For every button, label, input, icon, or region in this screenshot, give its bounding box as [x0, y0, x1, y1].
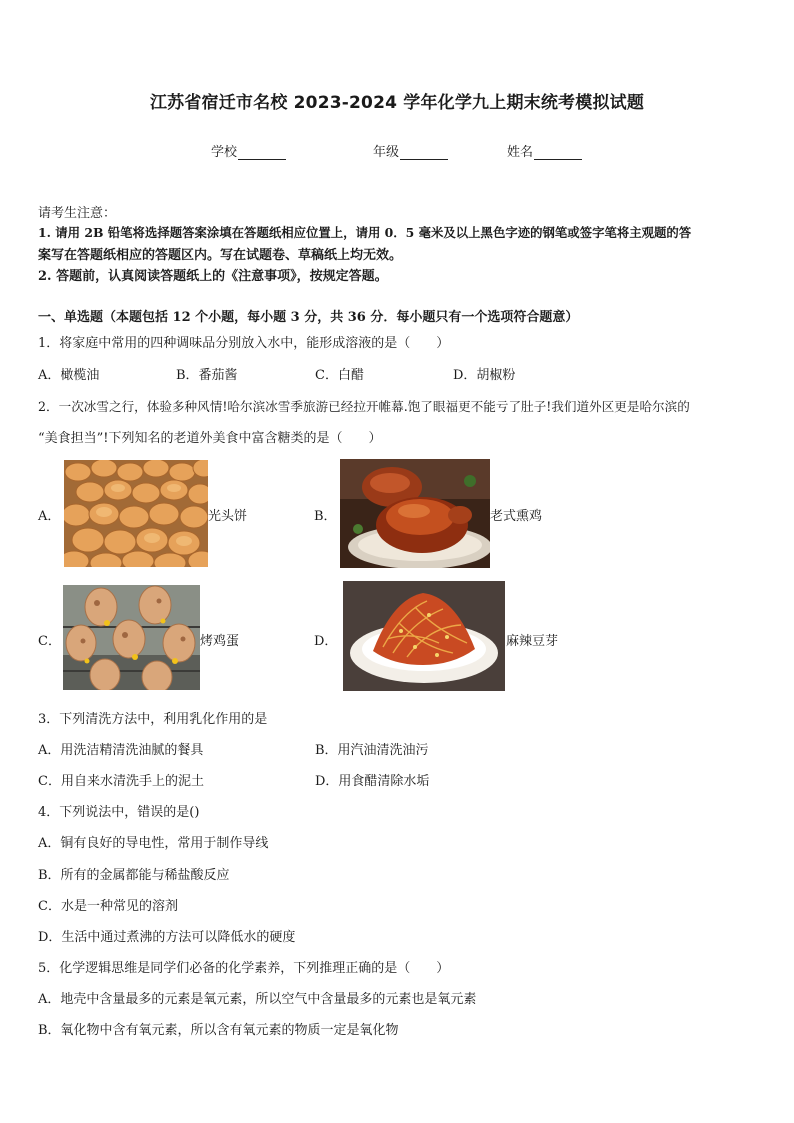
q2-option-d-letter[interactable]: D． [314, 634, 338, 649]
q5-option-b[interactable]: B．氧化物中含有氧元素，所以含有氧元素的物质一定是氧化物 [38, 1023, 399, 1038]
q1-option-b[interactable]: B．番茄酱 [176, 368, 238, 383]
page-title: 江苏省宿迁市名校 2023-2024 学年化学九上期末统考模拟试题 [149, 93, 645, 113]
notice-line-2: 2. 答题前，认真阅读答题纸上的《注意事项》，按规定答题。 [38, 269, 388, 284]
roasted-eggs-image [63, 585, 200, 690]
school-label: 学校 [211, 145, 238, 160]
school-field[interactable] [211, 141, 286, 160]
q3-option-d[interactable]: D．用食醋清除水垢 [315, 774, 430, 789]
q3-option-a[interactable]: A．用洗洁精清洗油腻的餐具 [38, 743, 204, 758]
name-label: 姓名 [507, 145, 534, 160]
q2-option-a-text[interactable]: 光头饼 [208, 509, 248, 524]
q3-option-c[interactable]: C．用自来水清洗手上的泥土 [38, 774, 204, 789]
q4-option-c[interactable]: C．水是一种常见的溶剂 [38, 899, 178, 914]
q4-stem: 4．下列说法中，错误的是() [38, 805, 200, 820]
q1-option-d[interactable]: D．胡椒粉 [453, 368, 516, 383]
q4-option-a[interactable]: A．铜有良好的导电性，常用于制作导线 [38, 836, 269, 851]
grade-field[interactable] [373, 141, 448, 160]
grade-blank[interactable] [400, 146, 448, 160]
q1-stem: 1．将家庭中常用的四种调味品分别放入水中，能形成溶液的是（ ） [38, 336, 450, 351]
school-blank[interactable] [238, 146, 286, 160]
notice-heading: 请考生注意： [38, 206, 117, 221]
q3-option-b[interactable]: B．用汽油清洗油污 [315, 743, 429, 758]
q1-option-c[interactable]: C．白醋 [315, 368, 364, 383]
q5-option-a[interactable]: A．地壳中含量最多的元素是氧元素，所以空气中含量最多的元素也是氧元素 [38, 992, 477, 1007]
cookies-image [64, 460, 208, 567]
q4-option-b[interactable]: B．所有的金属都能与稀盐酸反应 [38, 868, 230, 883]
q5-stem: 5．化学逻辑思维是同学们必备的化学素养，下列推理正确的是（ ） [38, 961, 450, 976]
name-blank[interactable] [534, 146, 582, 160]
q2-option-d-text[interactable]: 麻辣豆芽 [506, 634, 559, 649]
name-field[interactable] [507, 141, 582, 160]
q2-option-b-text[interactable]: 老式熏鸡 [490, 509, 543, 524]
grade-label: 年级 [373, 145, 400, 160]
section-heading: 一、单选题（本题包括 12 个小题，每小题 3 分，共 36 分．每小题只有一个选项符合题意） [38, 310, 579, 325]
q3-stem: 3．下列清洗方法中，利用乳化作用的是 [38, 712, 268, 727]
q4-option-d[interactable]: D．生活中通过煮沸的方法可以降低水的硬度 [38, 930, 296, 945]
smoked-chicken-image [340, 459, 490, 568]
spicy-bean-sprouts-image [343, 581, 505, 691]
q1-option-a[interactable]: A．橄榄油 [38, 368, 100, 383]
q2-option-c-text[interactable]: 烤鸡蛋 [200, 634, 240, 649]
notice-line-1a: 1. 请用 2B 铅笔将选择题答案涂填在答题纸相应位置上，请用 0．5 毫米及以上黑色字迹的钢笔或签字笔将主观题的答 [38, 225, 692, 240]
q2-stem-line-2: “美食担当”!下列知名的老道外美食中富含糖类的是（ ） [38, 431, 382, 446]
notice-line-1b: 案写在答题纸相应的答题区内。写在试题卷、草稿纸上均无效。 [38, 248, 403, 263]
q2-option-b-letter[interactable]: B． [314, 509, 337, 524]
q2-stem-line-1: 2．一次冰雪之行，体验多种风情!哈尔滨冰雪季旅游已经拉开帷幕.饱了眼福更不能亏了肚子!我们道外区更是哈尔滨的 [38, 399, 690, 414]
q2-option-c-letter[interactable]: C． [38, 634, 61, 649]
q2-option-a-letter[interactable]: A． [38, 509, 61, 524]
